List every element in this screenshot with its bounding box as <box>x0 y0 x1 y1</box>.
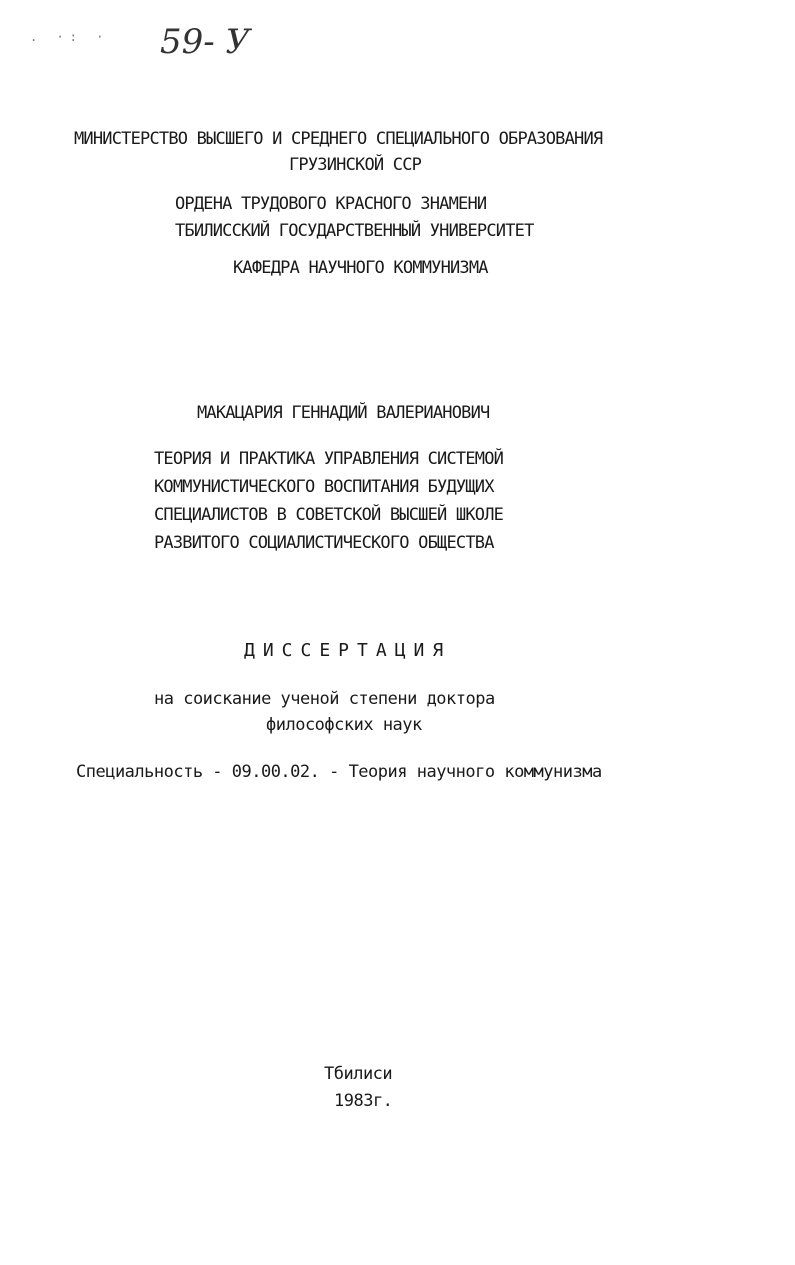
title-line-1: ТЕОРИЯ И ПРАКТИКА УПРАВЛЕНИЯ СИСТЕМОЙ <box>154 449 504 469</box>
margin-marks: . ·: · <box>30 30 110 44</box>
degree-line-1: на соискание ученой степени доктора <box>154 689 495 709</box>
city: Тбилиси <box>324 1064 393 1084</box>
author-name: МАКАЦАРИЯ ГЕННАДИЙ ВАЛЕРИАНОВИЧ <box>197 403 490 423</box>
department: КАФЕДРА НАУЧНОГО КОММУНИЗМА <box>233 258 488 278</box>
specialty: Специальность - 09.00.02. - Теория научного коммунизма <box>76 762 602 782</box>
ministry-line-2: ГРУЗИНСКОЙ ССР <box>289 155 422 175</box>
handwritten-mark: 59- У <box>160 22 251 62</box>
university-line-1: ОРДЕНА ТРУДОВОГО КРАСНОГО ЗНАМЕНИ <box>175 194 487 214</box>
title-line-4: РАЗВИТОГО СОЦИАЛИСТИЧЕСКОГО ОБЩЕСТВА <box>154 533 494 553</box>
title-line-3: СПЕЦИАЛИСТОВ В СОВЕТСКОЙ ВЫСШЕЙ ШКОЛЕ <box>154 505 504 525</box>
university-line-2: ТБИЛИССКИЙ ГОСУДАРСТВЕННЫЙ УНИВЕРСИТЕТ <box>175 221 534 241</box>
year: 1983г. <box>334 1091 393 1111</box>
degree-line-2: философских наук <box>266 715 422 735</box>
ministry-line-1: МИНИСТЕРСТВО ВЫСШЕГО И СРЕДНЕГО СПЕЦИАЛЬНОГО ОБРАЗОВАНИЯ <box>74 129 603 149</box>
title-line-2: КОММУНИСТИЧЕСКОГО ВОСПИТАНИЯ БУДУЩИХ <box>154 477 494 497</box>
document-type: ДИССЕРТАЦИЯ <box>244 640 452 661</box>
